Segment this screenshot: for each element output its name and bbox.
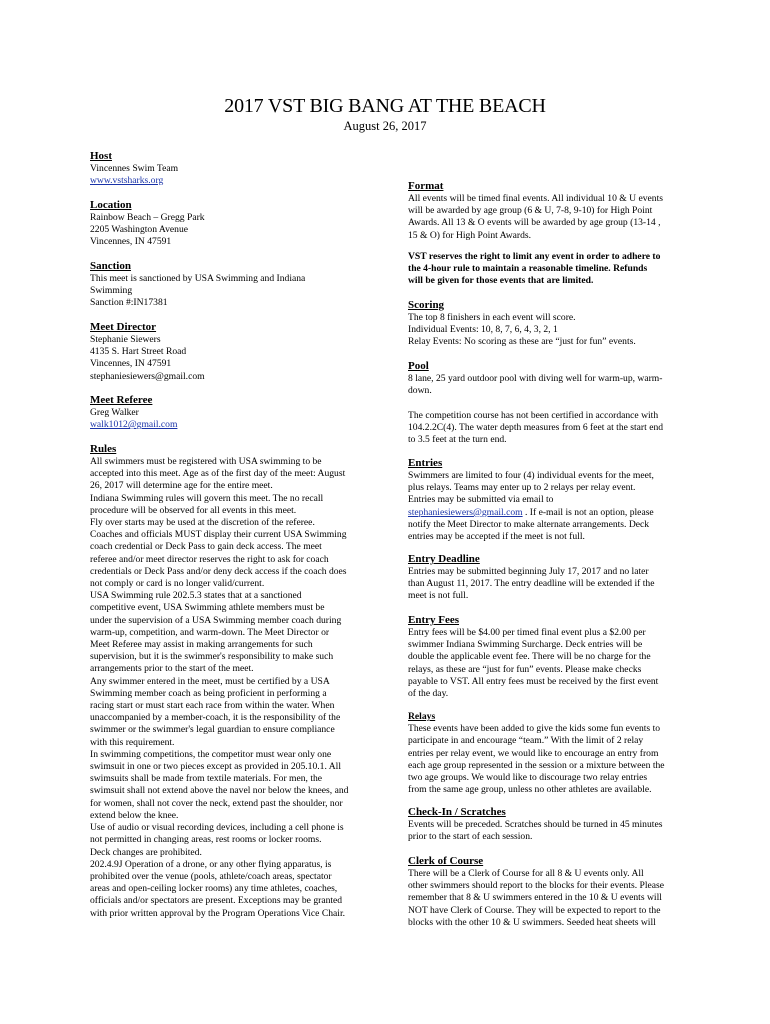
scoring-body: [408, 312, 683, 349]
sanction-body: [90, 273, 368, 310]
fees-body: [408, 627, 683, 700]
text-line: for women, shall not cover the neck, extend past the shoulder, nor: [90, 797, 343, 809]
text-line: swimmer or the swimmer's legal guardian to ensure compliance: [90, 724, 335, 736]
text-line: not permitted in changing areas, rest rooms or locker rooms.: [90, 834, 322, 846]
text-line: 26, 2017 will determine age for the entire meet.: [90, 480, 273, 492]
text-line: 8 lane, 25 yard outdoor pool with diving well for warm-up, warm-: [408, 373, 663, 384]
text-line: with prior written approval by the Program Operations Vice Chair.: [90, 907, 346, 919]
text-line: credentials or Deck Pass and/or deny deck access if the coach does: [90, 565, 347, 577]
director-body: [90, 334, 368, 383]
text-line: swimsuits shall be made from textile materials. For men, the: [90, 773, 323, 785]
text-line: Swimmers are limited to four (4) individual events for the meet,: [408, 470, 654, 481]
fees-heading: Entry Fees: [408, 614, 460, 626]
text-line: down.: [408, 385, 432, 397]
sanction-heading: Sanction: [90, 260, 131, 272]
referee-section: [90, 394, 368, 431]
rules-heading: Rules: [90, 443, 117, 455]
sanction-section: [90, 260, 368, 310]
director-heading: Meet Director: [90, 321, 157, 333]
text-line: double the applicable event fee. There will be no charge for the: [408, 651, 651, 663]
format-heading: Format: [408, 180, 444, 192]
text-line: Use of audio or visual recording devices, including a cell phone is: [90, 822, 344, 834]
rules-section: [90, 443, 368, 920]
text-line: with this requirement.: [90, 736, 175, 748]
clerk-heading: Clerk of Course: [408, 855, 484, 867]
text-line: 202.4.9J Operation of a drone, or any other flying apparatus, is: [90, 858, 332, 870]
host-website-link[interactable]: www.vstsharks.org: [90, 175, 164, 187]
entries-section: [408, 457, 683, 543]
text-line: blocks with the other 10 & U swimmers. Seeded heat sheets will: [408, 916, 656, 928]
checkin-section: [408, 806, 683, 843]
text-line: two age groups. We would like to discourage two relay entries: [408, 772, 648, 784]
text-line: In swimming competitions, the competitor must wear only one: [90, 748, 332, 760]
text-line: Deck changes are prohibited.: [90, 846, 202, 858]
text-line: Entries may be submitted beginning July 17, 2017 and no later: [408, 566, 649, 577]
limit-notice: [408, 251, 683, 288]
text-line: Individual Events: 10, 8, 7, 6, 4, 3, 2, 1: [408, 324, 558, 336]
scoring-section: [408, 299, 683, 349]
text-line: each age group represented in the session or a mixture between the: [408, 759, 665, 771]
entries-email-link[interactable]: stephaniesiewers@gmail.com: [408, 506, 523, 518]
text-line: Greg Walker: [90, 407, 139, 418]
text-line: There will be a Clerk of Course for all 8 & U events only. All: [408, 868, 644, 879]
text-line: than August 11, 2017. The entry deadline will be extended if the: [408, 578, 655, 590]
text-line: All events will be timed final events. All individual 10 & U events: [408, 193, 663, 204]
text-line: USA Swimming rule 202.5.3 states that at a sanctioned: [90, 590, 302, 602]
text-line: notify the Meet Director to make alternate arrangements. Deck: [408, 518, 650, 530]
text-line: swimmer Indiana Swimming Surcharge. Deck entries will be: [408, 639, 643, 651]
entries-body-2: [408, 519, 683, 543]
text-line: will be awarded by age group (6 & U, 7-8, 9-10) for High Point: [408, 205, 653, 217]
text-line: other swimmers should report to the blocks for their events. Please: [408, 880, 665, 892]
text-line: warm-up, competition, and warm-down. The Meet Director or: [90, 626, 330, 638]
text-line: swimsuit shall not extend above the navel nor below the knees, and: [90, 785, 349, 797]
text-line: Coaches and officials MUST display their current USA Swimming: [90, 529, 347, 541]
text-line: coach credential or Deck Pass to gain deck access. The meet: [90, 541, 322, 553]
text-line: Swimming member coach as being proficient in performing a: [90, 687, 327, 699]
text-line: supervision, but it is the swimmer's responsibility to make such: [90, 651, 334, 663]
text-line: 2205 Washington Avenue: [90, 224, 188, 236]
checkin-heading: Check-In / Scratches: [408, 806, 506, 818]
pool-heading: Pool: [408, 360, 429, 372]
text-line: extend below the knee.: [90, 809, 179, 821]
text-line: NOT have Clerk of Course. They will be expected to report to the: [408, 904, 661, 916]
text-line: Any swimmer entered in the meet, must be certified by a USA: [90, 675, 330, 687]
text-line: 104.2.2C(4). The water depth measures from 6 feet at the start end: [408, 421, 664, 433]
text-line: The competition course has not been certified in accordance with: [408, 409, 659, 421]
text-line: to 3.5 feet at the turn end.: [408, 434, 507, 446]
text-line: relays, as these are “just for fun” events. Please make checks: [408, 663, 642, 675]
fees-section: [408, 614, 683, 700]
text-line: competitive event, USA Swimming athlete members must be: [90, 602, 325, 614]
text-line: VST reserves the right to limit any event in order to adhere to: [408, 251, 661, 262]
text-line: Meet Referee may assist in making arrangements for such: [90, 639, 313, 651]
location-section: [90, 199, 368, 249]
text-line: All swimmers must be registered with USA swimming to be: [90, 456, 322, 467]
entries-heading: Entries: [408, 457, 443, 469]
text-line: procedure will be observed for all events in this meet.: [90, 504, 297, 516]
text-line: Rainbow Beach – Gregg Park: [90, 212, 205, 223]
document-title: 2017 VST BIG BANG AT THE BEACH: [224, 95, 546, 117]
text-line: Events will be preceded. Scratches should be turned in 45 minutes: [408, 819, 663, 830]
text-line: Awards. All 13 & O events will be awarded by age group (13-14 ,: [408, 217, 661, 229]
text-line: Entries may be submitted via email to: [408, 494, 554, 506]
text-line: These events have been added to give the kids some fun events to: [408, 723, 661, 735]
text-line: referee and/or meet director reserves the right to ask for coach: [90, 553, 329, 565]
text-line: Fly over starts may be used at the discretion of the referee.: [90, 517, 315, 529]
text-line: 4135 S. Hart Street Road: [90, 346, 187, 358]
text-line: remember that 8 & U swimmers entered in the 10 & U events will: [408, 892, 662, 904]
checkin-body: [408, 819, 683, 843]
text-line: unaccompanied by a member-coach, it is the responsibility of the: [90, 712, 341, 724]
text-line: Relay Events: No scoring as these are “just for fun” events.: [408, 336, 636, 348]
text-line: not comply or card is no longer valid/current.: [90, 578, 265, 590]
text-line: Sanction #:IN17381: [90, 297, 168, 309]
referee-heading: Meet Referee: [90, 394, 153, 406]
text-line: Vincennes, IN 47591: [90, 236, 172, 248]
text-line: Stephanie Siewers: [90, 334, 161, 345]
format-body: [408, 193, 683, 242]
text-line: swimsuit in one or two pieces except as provided in 205.10.1. All: [90, 761, 341, 773]
pool-body: [408, 373, 683, 446]
text-line: accepted into this meet. Age as of the first day of the meet: August: [90, 468, 346, 480]
location-body: [90, 212, 368, 249]
meet-date: August 26, 2017: [343, 119, 427, 133]
relays-body: [408, 723, 683, 796]
text-line: entries per relay event, we would like to encourage an entry from: [408, 747, 659, 759]
host-heading: Host: [90, 150, 112, 162]
referee-body: [90, 407, 368, 419]
limit-notice-body: [408, 251, 683, 288]
location-heading: Location: [90, 199, 132, 211]
text-line: arrangements prior to the start of the meet.: [90, 663, 254, 675]
scoring-heading: Scoring: [408, 299, 445, 311]
text-line: of the day.: [408, 688, 449, 700]
text-line: racing start or must start each race from within the water. When: [90, 700, 335, 712]
text-line: entries may be accepted if the meet is not full.: [408, 531, 585, 543]
text-line: plus relays. Teams may enter up to 2 relays per relay event.: [408, 482, 636, 494]
clerk-section: [408, 855, 683, 929]
clerk-body: [408, 868, 683, 929]
director-section: [90, 321, 368, 383]
text-line: Vincennes Swim Team: [90, 163, 179, 174]
text-line: will be given for those events that are limited.: [408, 275, 594, 287]
text-line: the 4-hour rule to maintain a reasonable timeline. Refunds: [408, 263, 648, 275]
host-section: [90, 150, 368, 187]
rules-body: [90, 456, 368, 920]
entries-body-1: [408, 470, 683, 507]
text-line: officials and/or spectators are present. Exceptions may be granted: [90, 895, 343, 907]
text-line: stephaniesiewers@gmail.com: [90, 370, 205, 382]
text-line: prior to the start of each session.: [408, 831, 533, 843]
host-body: [90, 163, 368, 175]
text-line: participate in and encourage “team.” With the limit of 2 relay: [408, 735, 644, 747]
text-line: Entry fees will be $4.00 per timed final event plus a $2.00 per: [408, 627, 646, 638]
relays-section: [408, 711, 683, 796]
format-section: [408, 180, 683, 242]
deadline-heading: Entry Deadline: [408, 553, 480, 565]
text-line: payable to VST. All entry fees must be received by the first event: [408, 675, 659, 687]
text-line: Indiana Swimming rules will govern this meet. The no recall: [90, 492, 324, 504]
text-line: The top 8 finishers in each event will score.: [408, 312, 576, 323]
deadline-section: [408, 553, 683, 603]
deadline-body: [408, 566, 683, 603]
text-line: areas and open-ceiling locker rooms) any time athletes, coaches,: [90, 883, 338, 895]
text-line: [408, 397, 683, 409]
text-line: This meet is sanctioned by USA Swimming and Indiana: [90, 273, 306, 284]
text-line: 15 & O) for High Point Awards.: [408, 229, 532, 241]
entries-link-suffix: . If e-mail is not an option, please: [522, 506, 654, 518]
text-line: prohibited over the venue (pools, athlete/coach areas, spectator: [90, 870, 332, 882]
text-line: under the supervision of a USA Swimming member coach during: [90, 614, 342, 626]
text-line: meet is not full.: [408, 590, 469, 602]
pool-section: [408, 360, 683, 446]
referee-email-link[interactable]: walk1012@gmail.com: [90, 419, 178, 431]
relays-heading: Relays: [408, 711, 436, 722]
text-line: Vincennes, IN 47591: [90, 358, 172, 370]
text-line: from the same age group, unless no other athletes are available.: [408, 784, 652, 796]
text-line: Swimming: [90, 285, 133, 297]
